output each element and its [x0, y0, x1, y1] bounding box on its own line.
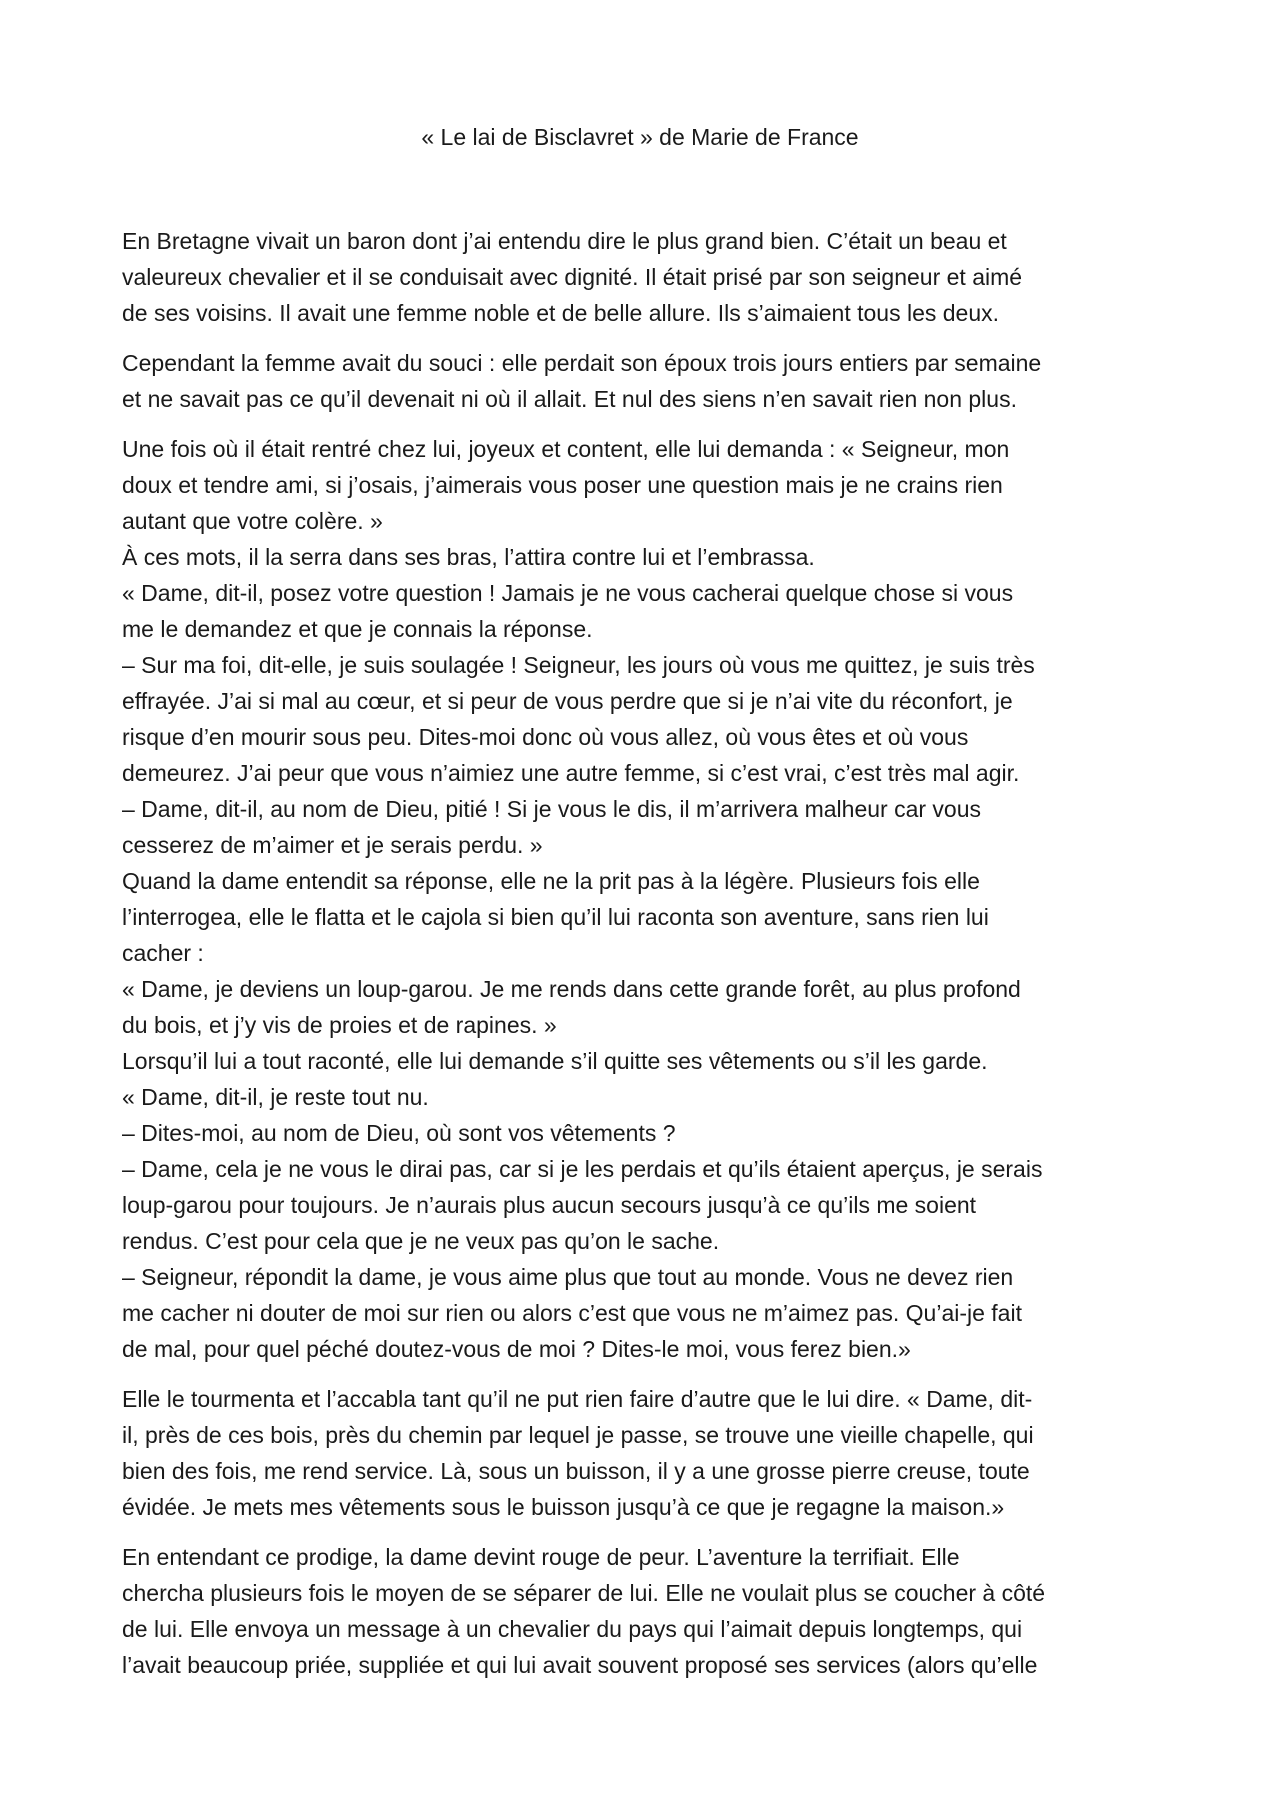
text-line: – Dame, dit-il, au nom de Dieu, pitié ! Si je vous le dis, il m’arrivera malheur car vous: [122, 796, 982, 822]
text-line: effrayée. J’ai si mal au cœur, et si peur de vous perdre que si je n’ai vite du réconfort, je: [122, 688, 1013, 714]
text-line: l’avait beaucoup priée, suppliée et qui lui avait souvent proposé ses services (alors qu’elle: [122, 1652, 1038, 1678]
text-line: de mal, pour quel péché doutez-vous de moi ? Dites-le moi, vous ferez bien.»: [122, 1336, 911, 1362]
paragraph: [122, 1539, 1167, 1683]
document-title: « Le lai de Bisclavret » de Marie de France: [421, 124, 859, 150]
text-line: Lorsqu’il lui a tout raconté, elle lui demande s’il quitte ses vêtements ou s’il les garde.: [122, 1048, 988, 1074]
text-line: Une fois où il était rentré chez lui, joyeux et content, elle lui demanda : « Seigneur, mon: [122, 436, 1010, 462]
text-line: l’interrogea, elle le flatta et le cajola si bien qu’il lui raconta son aventure, sans rien lui: [122, 904, 989, 930]
paragraph: [122, 431, 1167, 1367]
text-line: de lui. Elle envoya un message à un chevalier du pays qui l’aimait depuis longtemps, qui: [122, 1616, 1023, 1642]
paragraph: [122, 223, 1167, 331]
text-line: À ces mots, il la serra dans ses bras, l’attira contre lui et l’embrassa.: [122, 544, 815, 570]
text-line: de ses voisins. Il avait une femme noble et de belle allure. Ils s’aimaient tous les deux.: [122, 300, 1000, 326]
text-line: me cacher ni douter de moi sur rien ou alors c’est que vous ne m’aimez pas. Qu’ai-je fait: [122, 1300, 1022, 1326]
text-line: – Sur ma foi, dit-elle, je suis soulagée ! Seigneur, les jours où vous me quittez, je suis très: [122, 652, 1035, 678]
text-line: – Seigneur, répondit la dame, je vous aime plus que tout au monde. Vous ne devez rien: [122, 1264, 1014, 1290]
text-line: valeureux chevalier et il se conduisait avec dignité. Il était prisé par son seigneur et aimé: [122, 264, 1023, 290]
text-line: demeurez. J’ai peur que vous n’aimiez une autre femme, si c’est vrai, c’est très mal agir.: [122, 760, 1020, 786]
text-line: me le demandez et que je connais la réponse.: [122, 616, 593, 642]
text-line: cesserez de m’aimer et je serais perdu. »: [122, 832, 543, 858]
text-line: « Dame, dit-il, je reste tout nu.: [122, 1084, 429, 1110]
text-line: Cependant la femme avait du souci : elle perdait son époux trois jours entiers par semaine: [122, 350, 1042, 376]
text-line: il, près de ces bois, près du chemin par lequel je passe, se trouve une vieille chapelle, qui: [122, 1422, 1034, 1448]
text-line: doux et tendre ami, si j’osais, j’aimerais vous poser une question mais je ne crains rien: [122, 472, 1003, 498]
text-line: En entendant ce prodige, la dame devint rouge de peur. L’aventure la terrifiait. Elle: [122, 1544, 960, 1570]
text-line: Elle le tourmenta et l’accabla tant qu’il ne put rien faire d’autre que le lui dire. « Dame, dit-: [122, 1386, 1033, 1412]
text-line: évidée. Je mets mes vêtements sous le buisson jusqu’à ce que je regagne la maison.»: [122, 1494, 1005, 1520]
text-line: En Bretagne vivait un baron dont j’ai entendu dire le plus grand bien. C’était un beau et: [122, 228, 1007, 254]
text-line: – Dites-moi, au nom de Dieu, où sont vos vêtements ?: [122, 1120, 676, 1146]
paragraph: [122, 1381, 1167, 1525]
text-line: « Dame, dit-il, posez votre question ! Jamais je ne vous cacherai quelque chose si vous: [122, 580, 1014, 606]
paragraph: [122, 345, 1167, 417]
text-line: rendus. C’est pour cela que je ne veux pas qu’on le sache.: [122, 1228, 720, 1254]
document-body: [122, 223, 1167, 1697]
text-line: « Dame, je deviens un loup-garou. Je me rends dans cette grande forêt, au plus profond: [122, 976, 1021, 1002]
text-line: – Dame, cela je ne vous le dirai pas, car si je les perdais et qu’ils étaient aperçus, je serais: [122, 1156, 1043, 1182]
text-line: loup-garou pour toujours. Je n’aurais plus aucun secours jusqu’à ce qu’ils me soient: [122, 1192, 977, 1218]
text-line: cacher :: [122, 940, 204, 966]
text-line: Quand la dame entendit sa réponse, elle ne la prit pas à la légère. Plusieurs fois elle: [122, 868, 980, 894]
text-line: du bois, et j’y vis de proies et de rapines. »: [122, 1012, 557, 1038]
text-line: risque d’en mourir sous peu. Dites-moi donc où vous allez, où vous êtes et où vous: [122, 724, 969, 750]
text-line: bien des fois, me rend service. Là, sous un buisson, il y a une grosse pierre creuse, toute: [122, 1458, 1030, 1484]
text-line: autant que votre colère. »: [122, 508, 383, 534]
text-line: chercha plusieurs fois le moyen de se séparer de lui. Elle ne voulait plus se coucher à côté: [122, 1580, 1046, 1606]
text-line: et ne savait pas ce qu’il devenait ni où il allait. Et nul des siens n’en savait rien non plus.: [122, 386, 1017, 412]
